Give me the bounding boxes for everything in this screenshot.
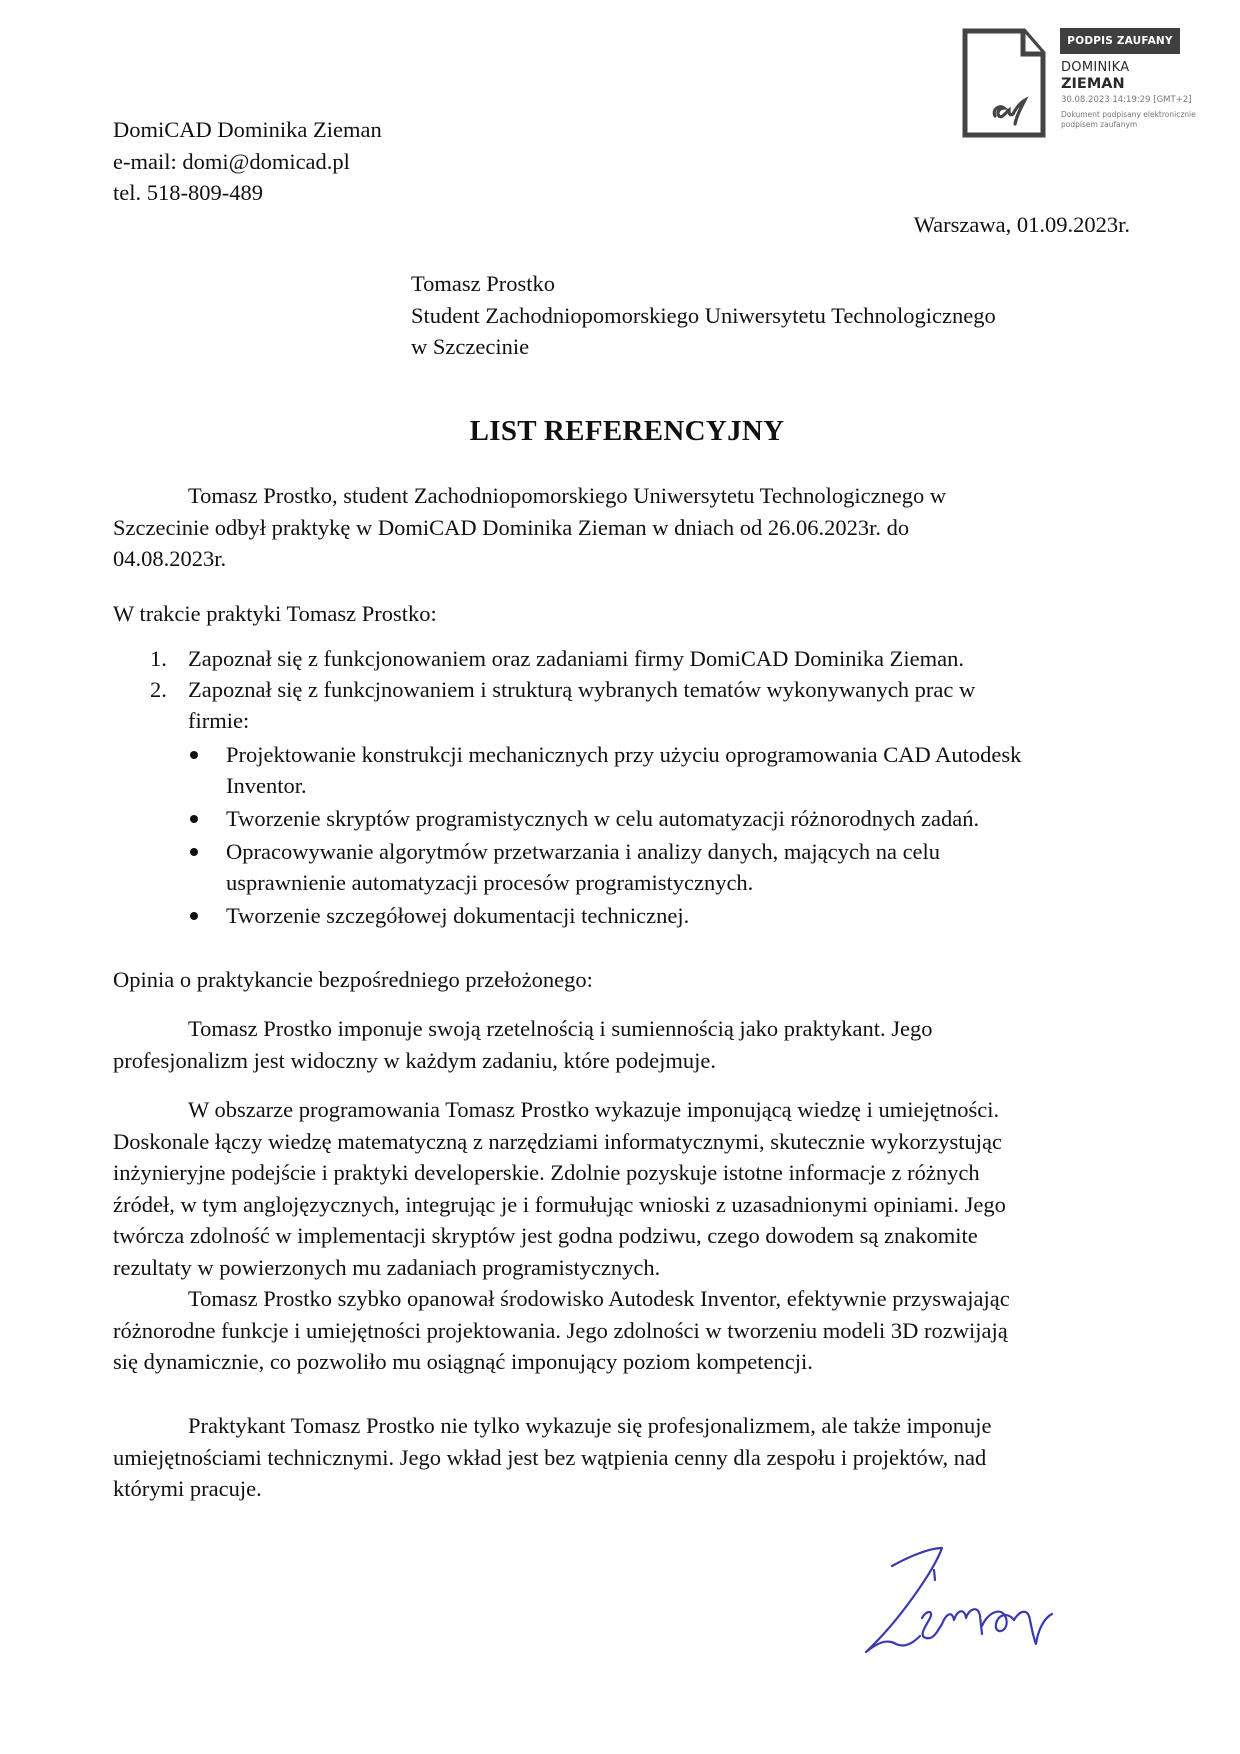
bullet-icon <box>190 751 198 759</box>
list-item: Opracowywanie algorytmów przetwarzania i analizy danych, mających na celu <box>226 839 941 864</box>
paragraph-line: Tomasz Prostko szybko opanował środowisko Autodesk Inventor, efektywnie przyswajając <box>188 1286 1010 1311</box>
list-item-continuation: usprawnienie automatyzacji procesów programistycznych. <box>226 870 754 895</box>
list-item-continuation: firmie: <box>188 708 250 733</box>
intro-line: Tomasz Prostko, student Zachodniopomorskiego Uniwersytetu Technologicznego w <box>188 483 947 508</box>
recipient-line: w Szczecinie <box>411 334 530 359</box>
paragraph-line: twórcza zdolność w implementacji skryptów jest godna podziwu, czego dowodem są znakomite <box>113 1223 978 1248</box>
bullet-icon <box>190 912 198 920</box>
recipient-line: Student Zachodniopomorskiego Uniwersytetu Technologicznego <box>411 302 996 328</box>
list-item: Tworzenie skryptów programistycznych w celu automatyzacji różnorodnych zadań. <box>226 806 980 831</box>
list-item: Tworzenie szczegółowej dokumentacji technicznej. <box>226 903 690 928</box>
list-item: Projektowanie konstrukcji mechanicznych przy użyciu oprogramowania CAD Autodesk <box>226 742 1022 767</box>
signer-last-name: ZIEMAN <box>1061 76 1125 92</box>
page-title: LIST REFERENCYJNY <box>469 415 785 447</box>
opinion-paragraph <box>113 1410 1128 1505</box>
paragraph-line: którymi pracuje. <box>113 1476 262 1501</box>
paragraph-line: źródeł, w tym anglojęzycznych, integrując je i formułując wnioski z uzasadnionymi opiniami. Jego <box>113 1191 1006 1217</box>
during-label: W trakcie praktyki Tomasz Prostko: <box>113 601 437 626</box>
paragraph-line: umiejętnościami technicznymi. Jego wkład jest bez wątpienia cenny dla zespołu i projektów, nad <box>113 1444 987 1470</box>
intro-line: Szczecinie odbył praktykę w DomiCAD Dominika Zieman w dniach od 26.06.2023r. do <box>113 514 910 540</box>
intro-line: 04.08.2023r. <box>113 546 227 571</box>
opinion-label: Opinia o praktykancie bezpośredniego przełożonego: <box>113 967 593 992</box>
trusted-signature-label: PODPIS ZAUFANY <box>1060 28 1180 54</box>
recipient-name: Tomasz Prostko <box>411 271 556 296</box>
signature-note-line: Dokument podpisany elektronicznie <box>1061 110 1196 119</box>
sender-phone: tel. 518-809-489 <box>113 180 263 205</box>
bullet-icon <box>190 848 198 856</box>
list-item: Zapoznał się z funkcjonowaniem oraz zadaniami firmy DomiCAD Dominika Zieman. <box>188 646 965 671</box>
paragraph-line: różnorodne funkcje i umiejętności projektowania. Jego zdolności w tworzeniu modeli 3D rozwijają <box>113 1317 1008 1343</box>
paragraph-line: Praktykant Tomasz Prostko nie tylko wykazuje się profesjonalizmem, ale także imponuje <box>188 1413 992 1438</box>
paragraph-line: Tomasz Prostko imponuje swoją rzetelnością i sumiennością jako praktykant. Jego <box>188 1016 933 1041</box>
list-number: 1. <box>150 646 167 671</box>
sender-company: DomiCAD Dominika Zieman <box>113 117 382 142</box>
list-item-continuation: Inventor. <box>226 773 307 798</box>
signer-first-name: DOMINIKA <box>1061 60 1130 75</box>
paragraph-line: rezultaty w powierzonych mu zadaniach programistycznych. <box>113 1254 661 1280</box>
paragraph-line: inżynieryjne podejście i praktyki developerskie. Zdolnie pozyskuje istotne informacje z różnych <box>113 1160 980 1185</box>
opinion-paragraph <box>113 1013 1128 1076</box>
signature-note-line: podpisem zaufanym <box>1061 120 1138 129</box>
paragraph-line: profesjonalizm jest widoczny w każdym zadaniu, które podejmuje. <box>113 1047 716 1073</box>
place-date: Warszawa, 01.09.2023r. <box>913 212 1130 237</box>
signature-timestamp: 30.08.2023 14:19:29 [GMT+2] <box>1061 95 1192 105</box>
paragraph-line: się dynamicznie, co pozwoliło mu osiągnąć imponujący poziom kompetencji. <box>113 1349 813 1374</box>
sender-email: e-mail: domi@domicad.pl <box>113 148 350 174</box>
paragraph-line: W obszarze programowania Tomasz Prostko wykazuje imponującą wiedzę i umiejętności. <box>188 1097 1000 1122</box>
bullet-icon <box>190 815 198 823</box>
opinion-paragraph <box>113 1094 1128 1283</box>
handwritten-signature <box>830 1540 1140 1660</box>
paragraph-line: Doskonale łączy wiedzę matematyczną z narzędziami informatycznymi, skutecznie wykorzystując <box>113 1128 1002 1154</box>
opinion-paragraph <box>113 1283 1128 1378</box>
list-item: Zapoznał się z funkcjnowaniem i strukturą wybranych tematów wykonywanych prac w <box>188 677 976 702</box>
list-number: 2. <box>150 677 167 702</box>
